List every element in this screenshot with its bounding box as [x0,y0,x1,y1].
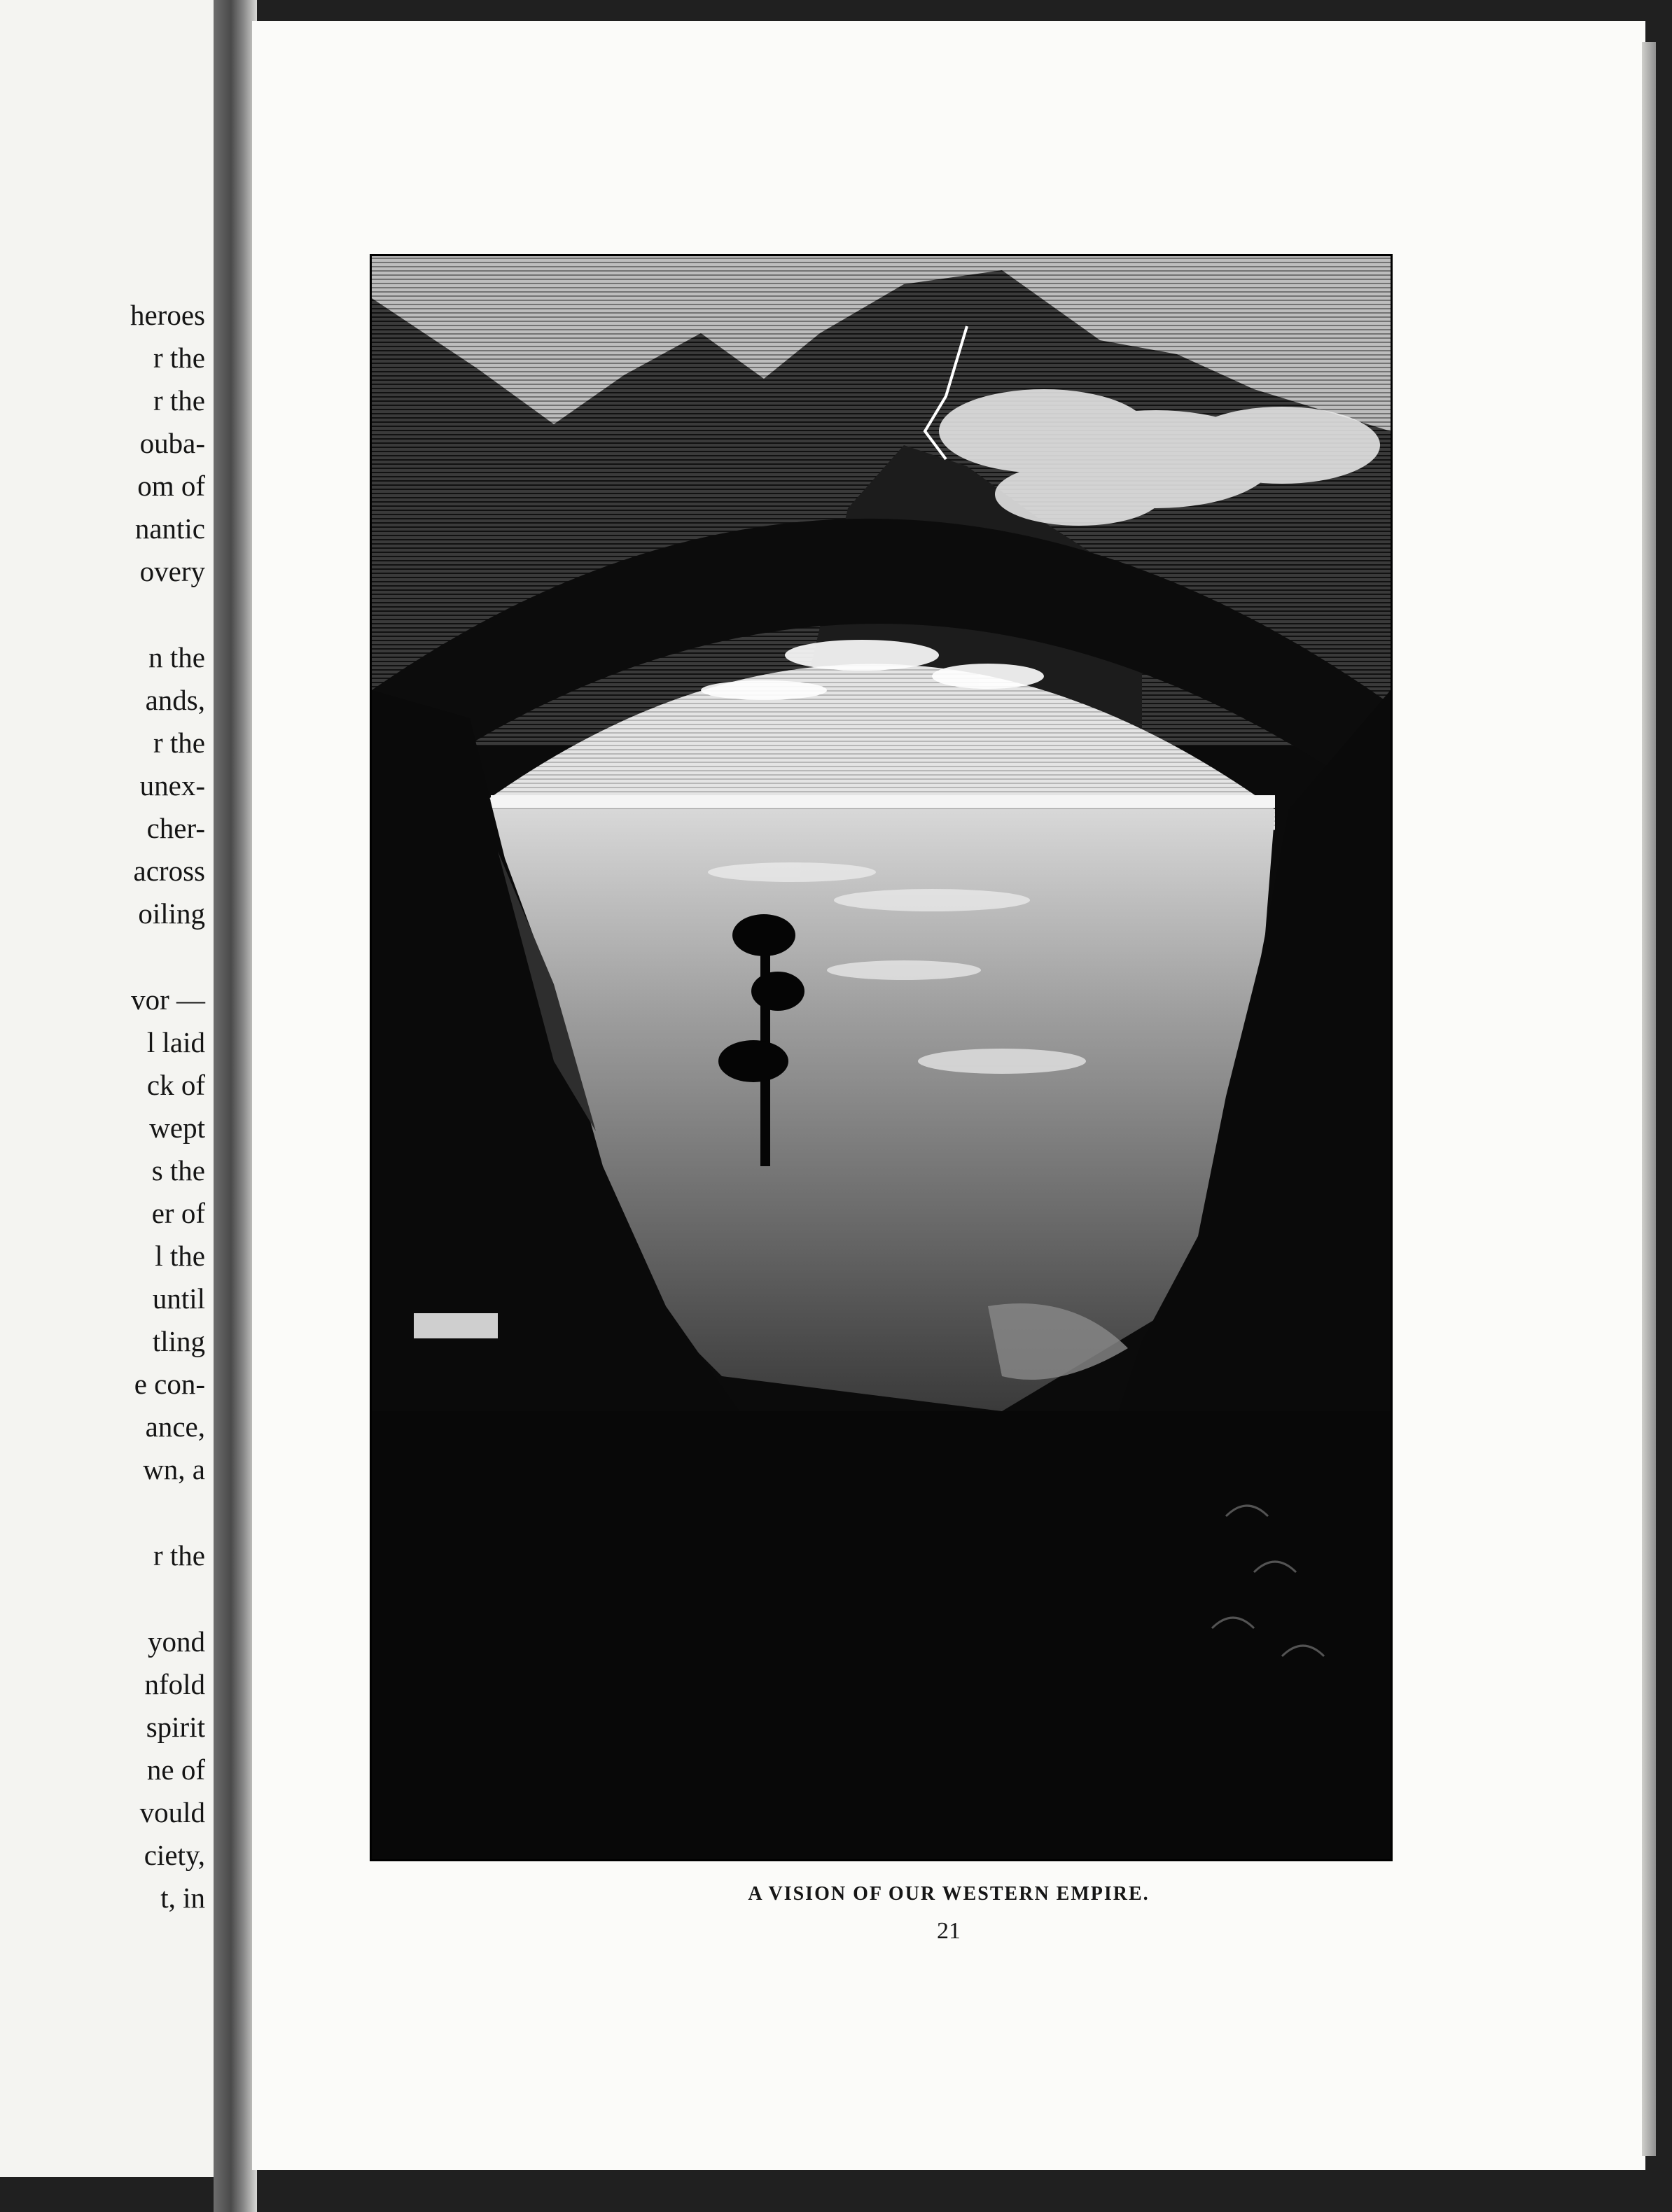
left-page-line: ck of [146,1069,205,1101]
book-gutter [214,0,257,2212]
small-building [414,1313,498,1338]
page-edge [1642,42,1656,2156]
left-page-line: t, in [160,1882,205,1914]
paragraph-gap [0,593,205,636]
left-page-line: vor — [131,983,205,1016]
left-page-line: l laid [146,1026,205,1058]
left-page-line: ciety, [144,1839,205,1871]
left-page-line: er of [151,1197,205,1229]
left-page-line: l the [155,1240,205,1272]
left-page-line: wn, a [143,1453,205,1485]
left-page-line: wept [149,1112,205,1144]
left-page-line: nfold [144,1668,205,1700]
left-page-text [0,294,214,1919]
paragraph-gap [0,1577,205,1620]
left-page-line: n the [148,641,205,673]
left-page-line: yond [148,1625,205,1658]
left-page-line: vould [139,1796,205,1828]
left-page-line: until [152,1282,205,1315]
left-page-line: across [133,855,205,887]
left-page-line: ands, [145,684,205,716]
left-page-line: overy [139,555,205,587]
illustration-plate [370,254,1393,1861]
illustration-caption: A VISION OF OUR WESTERN EMPIRE. [748,1883,1150,1905]
left-facing-page [0,0,214,2177]
horizon-lake [491,795,1275,808]
left-page-line: spirit [146,1711,205,1743]
left-page-line: r the [153,1539,205,1572]
left-page-line: r the [153,384,205,416]
left-page-line: ouba- [139,427,205,459]
left-page-line: unex- [139,769,205,802]
page-number: 21 [937,1918,961,1944]
left-page-line: nantic [134,512,205,545]
engraving-illustration [372,256,1391,1859]
left-page-line: ne of [146,1754,205,1786]
paragraph-gap [0,1491,205,1534]
left-page-line: ance, [145,1410,205,1443]
left-page-line: oiling [138,897,205,930]
left-page-line: heroes [130,299,205,331]
paragraph-gap [0,935,205,979]
left-page-line: r the [153,727,205,759]
left-page-line: r the [153,342,205,374]
dark-foreground [372,1411,1391,1859]
left-page-line: tling [152,1325,205,1357]
left-page-line: om of [137,470,205,502]
left-page-line: s the [151,1154,205,1186]
left-page-line: e con- [134,1368,205,1400]
left-page-line: cher- [146,812,205,844]
